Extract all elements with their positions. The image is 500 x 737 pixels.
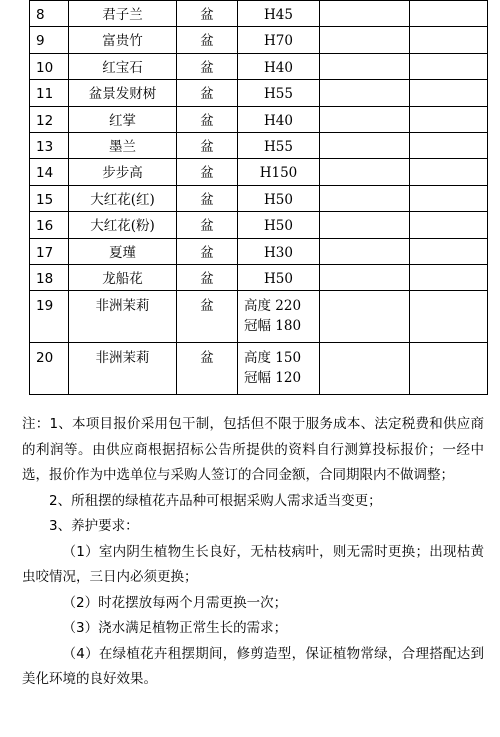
empty-cell (410, 343, 488, 395)
plant-name: 大红花(粉) (69, 212, 177, 238)
empty-cell (320, 291, 410, 343)
table-row (30, 159, 488, 185)
row-number: 20 (30, 343, 69, 395)
unit: 盆 (177, 80, 238, 106)
unit: 盆 (177, 212, 238, 238)
empty-cell (410, 238, 488, 264)
row-number: 13 (30, 132, 69, 158)
plant-name: 步步高 (69, 159, 177, 185)
table-row (30, 264, 488, 290)
table-row (30, 343, 488, 395)
table-row (30, 53, 488, 79)
empty-cell (410, 159, 488, 185)
row-number: 15 (30, 185, 69, 211)
row-number: 14 (30, 159, 69, 185)
plant-rental-table (29, 0, 488, 395)
spec-line: H45 (264, 7, 293, 23)
spec-line: 高度 220 (244, 298, 302, 315)
empty-cell (410, 80, 488, 106)
row-number: 18 (30, 264, 69, 290)
row-number: 10 (30, 53, 69, 79)
spec (238, 80, 320, 106)
empty-cell (320, 132, 410, 158)
empty-cell (320, 238, 410, 264)
empty-cell (410, 106, 488, 132)
row-number: 8 (30, 1, 69, 27)
spec-line: H50 (264, 191, 293, 208)
unit: 盆 (177, 159, 238, 185)
empty-cell (320, 264, 410, 290)
note-paragraph-2: 2、所租摆的绿植花卉品种可根据采购人需求适当变更； (49, 492, 382, 509)
spec (238, 159, 320, 185)
empty-cell (410, 212, 488, 238)
row-number: 12 (30, 106, 69, 132)
plant-name: 非洲茉莉 (69, 291, 177, 343)
table-row (30, 291, 488, 343)
empty-cell (320, 212, 410, 238)
plant-name: 君子兰 (69, 1, 177, 27)
spec (238, 106, 320, 132)
plant-name: 墨兰 (69, 132, 177, 158)
note-paragraph-5: （2）时花摆放每两个月需更换一次； (62, 594, 288, 611)
note-paragraph-4: （1）室内阴生植物生长良好，无枯枝病叶，则无需时更换；出现枯黄虫咬情况，三日内必须更换； (22, 543, 484, 585)
spec-line: H70 (264, 33, 293, 50)
empty-cell (410, 264, 488, 290)
spec (238, 291, 320, 343)
empty-cell (320, 106, 410, 132)
row-number: 16 (30, 212, 69, 238)
spec-line: H40 (264, 112, 293, 129)
notes-section (22, 412, 484, 693)
unit: 盆 (177, 185, 238, 211)
spec (238, 264, 320, 290)
spec (238, 1, 320, 27)
empty-cell (410, 1, 488, 27)
empty-cell (320, 80, 410, 106)
note-paragraph-7: （4）在绿植花卉租摆期间，修剪造型，保证植物常绿，合理搭配达到美化环境的良好效果。 (22, 645, 484, 687)
spec-line: H50 (264, 270, 293, 287)
spec (238, 53, 320, 79)
empty-cell (320, 27, 410, 53)
row-number: 11 (30, 80, 69, 106)
row-number: 9 (30, 27, 69, 53)
spec-line: H150 (259, 165, 298, 182)
table-row (30, 132, 488, 158)
spec-line: H30 (264, 244, 293, 261)
table-row (30, 1, 488, 27)
row-number: 17 (30, 238, 69, 264)
spec-line: 冠幅 120 (244, 370, 302, 387)
plant-name: 红宝石 (69, 53, 177, 79)
spec-line: H55 (264, 138, 293, 155)
plant-name: 龙船花 (69, 264, 177, 290)
table-row (30, 212, 488, 238)
unit: 盆 (177, 132, 238, 158)
table-row (30, 238, 488, 264)
plant-name: 非洲茉莉 (69, 343, 177, 395)
plant-name: 红掌 (69, 106, 177, 132)
unit: 盆 (177, 264, 238, 290)
spec-line: H40 (264, 59, 293, 76)
unit: 盆 (177, 1, 238, 27)
note-paragraph-1: 注：1、本项目报价采用包干制，包括但不限于服务成本、法定税费和供应商的利润等。由供应商根据招标公告所提供的资料自行测算投标报价；一经中选，报价作为中选单位与采购人签订的合同金额，合同期限内不做调整； (22, 416, 484, 483)
unit: 盆 (177, 53, 238, 79)
empty-cell (410, 27, 488, 53)
row-number: 19 (30, 291, 69, 343)
unit: 盆 (177, 291, 238, 343)
spec (238, 27, 320, 53)
unit: 盆 (177, 27, 238, 53)
table-body (30, 1, 488, 395)
unit: 盆 (177, 106, 238, 132)
note-paragraph-3: 3、养护要求： (49, 518, 139, 534)
plant-name: 夏瑾 (69, 238, 177, 264)
empty-cell (410, 132, 488, 158)
spec-line: H55 (264, 86, 293, 103)
empty-cell (320, 185, 410, 211)
spec (238, 238, 320, 264)
plant-name: 盆景发财树 (69, 80, 177, 106)
plant-name: 大红花(红) (69, 185, 177, 211)
table-row (30, 27, 488, 53)
spec (238, 343, 320, 395)
spec (238, 212, 320, 238)
empty-cell (410, 53, 488, 79)
table-row (30, 185, 488, 211)
table-row (30, 106, 488, 132)
note-paragraph-6: （3）浇水满足植物正常生长的需求； (62, 620, 288, 636)
empty-cell (320, 1, 410, 27)
unit: 盆 (177, 343, 238, 395)
spec (238, 132, 320, 158)
plant-name: 富贵竹 (69, 27, 177, 53)
empty-cell (410, 291, 488, 343)
unit: 盆 (177, 238, 238, 264)
empty-cell (320, 53, 410, 79)
spec (238, 185, 320, 211)
table-row (30, 80, 488, 106)
spec-line: 冠幅 180 (244, 318, 302, 335)
spec-line: H50 (264, 218, 293, 235)
empty-cell (320, 343, 410, 395)
spec-line: 高度 150 (244, 350, 302, 367)
empty-cell (320, 159, 410, 185)
empty-cell (410, 185, 488, 211)
